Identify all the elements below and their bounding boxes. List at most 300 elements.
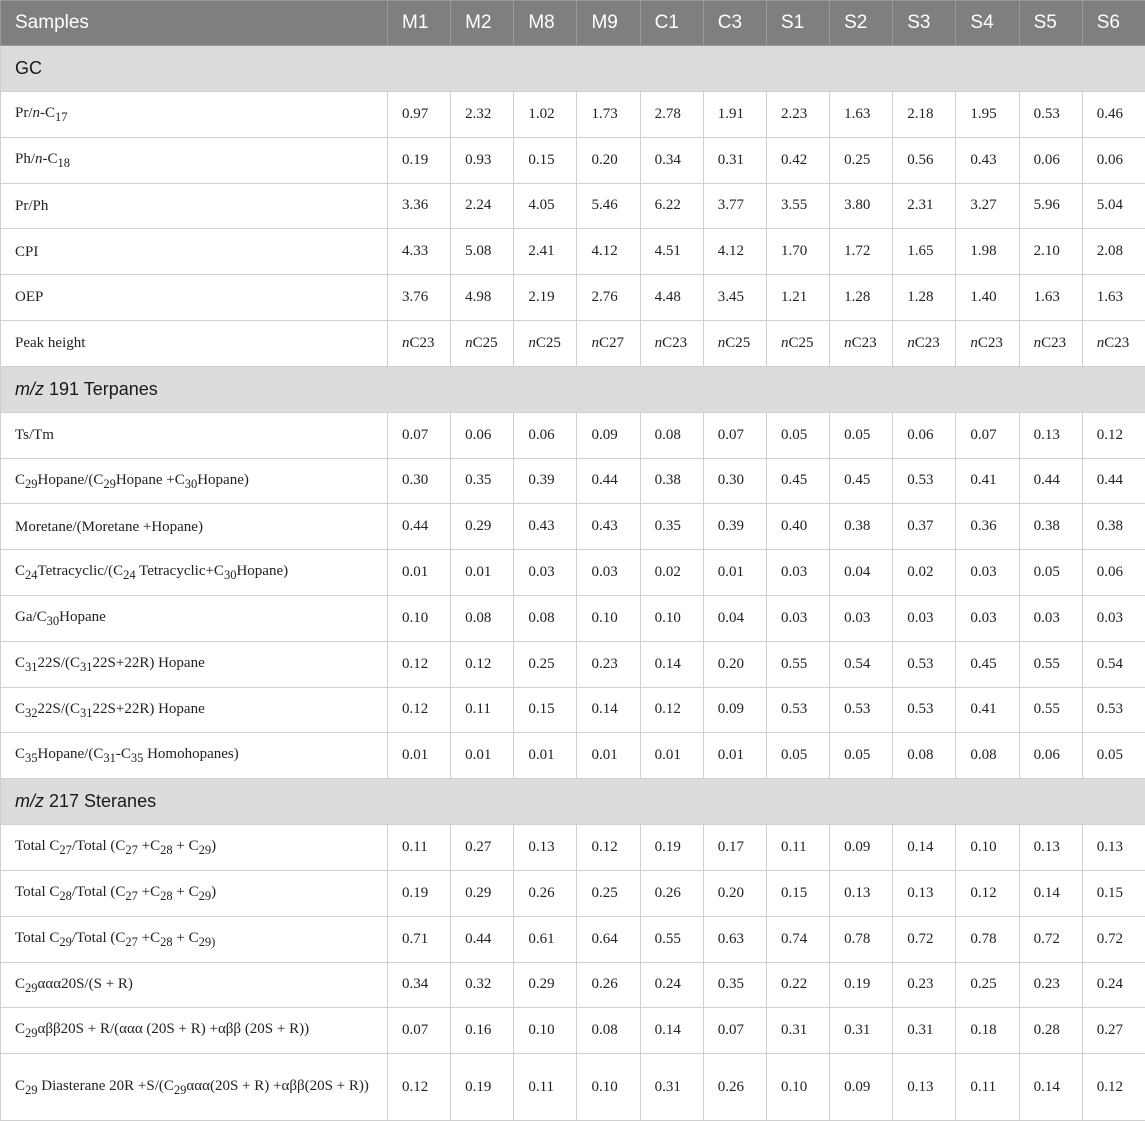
value-cell: 0.43: [956, 137, 1019, 183]
row-label: Moretane/(Moretane +Hopane): [1, 504, 388, 550]
value-cell: 0.53: [766, 687, 829, 733]
row-label: $C_{29}\alpha\beta\beta 20S + R/(\alpha\alpha\alpha$ (20S + R) +αββ (20S + R)): [1, 1008, 388, 1054]
value-cell: 0.12: [956, 870, 1019, 916]
value-cell: 3.55: [766, 183, 829, 229]
value-cell: 0.53: [1019, 92, 1082, 138]
value-cell: 0.26: [577, 962, 640, 1008]
value-cell: 0.38: [1019, 504, 1082, 550]
value-cell: 1.21: [766, 275, 829, 321]
value-cell: 0.31: [893, 1008, 956, 1054]
row-label: Total $C_{28}$/Total $(C_{27} +C_{28} + C_{29})$: [1, 870, 388, 916]
value-cell: 0.18: [956, 1008, 1019, 1054]
value-cell: 4.05: [514, 183, 577, 229]
value-cell: 0.54: [830, 641, 893, 687]
value-cell: 1.28: [830, 275, 893, 321]
column-header-s2: S2: [830, 1, 893, 46]
table-row: [1, 870, 1145, 916]
value-cell: 0.78: [830, 916, 893, 962]
value-cell: 1.91: [703, 92, 766, 138]
value-cell: 0.72: [893, 916, 956, 962]
section-title: m/z 217 Steranes: [1, 779, 1145, 825]
value-cell: 0.08: [577, 1008, 640, 1054]
value-cell: 0.15: [1082, 870, 1145, 916]
value-cell: 0.08: [451, 595, 514, 641]
value-cell: 0.14: [640, 641, 703, 687]
value-cell: 1.63: [1019, 275, 1082, 321]
value-cell: 0.55: [1019, 687, 1082, 733]
value-cell: 0.11: [766, 825, 829, 871]
value-cell: 0.25: [514, 641, 577, 687]
table-row: [1, 275, 1145, 321]
value-cell: nC25: [451, 320, 514, 366]
value-cell: 0.38: [640, 458, 703, 504]
value-cell: 1.28: [893, 275, 956, 321]
value-cell: 0.19: [451, 1054, 514, 1121]
value-cell: 1.65: [893, 229, 956, 275]
value-cell: 0.78: [956, 916, 1019, 962]
value-cell: 0.08: [514, 595, 577, 641]
row-label: Peak height: [1, 320, 388, 366]
value-cell: 0.13: [514, 825, 577, 871]
value-cell: 0.41: [956, 687, 1019, 733]
value-cell: 0.23: [1019, 962, 1082, 1008]
value-cell: 5.96: [1019, 183, 1082, 229]
value-cell: 0.24: [1082, 962, 1145, 1008]
value-cell: 0.03: [956, 595, 1019, 641]
value-cell: 2.23: [766, 92, 829, 138]
value-cell: 0.01: [451, 550, 514, 596]
value-cell: 2.08: [1082, 229, 1145, 275]
value-cell: 0.06: [451, 412, 514, 458]
value-cell: 0.06: [1019, 733, 1082, 779]
value-cell: 0.04: [703, 595, 766, 641]
value-cell: 0.34: [388, 962, 451, 1008]
value-cell: 0.19: [388, 137, 451, 183]
column-header-m8: M8: [514, 1, 577, 46]
value-cell: 0.30: [703, 458, 766, 504]
value-cell: 0.72: [1082, 916, 1145, 962]
value-cell: 0.72: [1019, 916, 1082, 962]
column-header-s4: S4: [956, 1, 1019, 46]
samples-header: Samples: [1, 1, 388, 46]
value-cell: 1.72: [830, 229, 893, 275]
value-cell: 0.97: [388, 92, 451, 138]
value-cell: 0.03: [766, 550, 829, 596]
value-cell: 0.14: [1019, 870, 1082, 916]
value-cell: 0.05: [1082, 733, 1145, 779]
table-row: [1, 916, 1145, 962]
value-cell: 0.12: [640, 687, 703, 733]
value-cell: 3.45: [703, 275, 766, 321]
value-cell: 1.98: [956, 229, 1019, 275]
value-cell: 0.12: [388, 641, 451, 687]
column-header-s6: S6: [1082, 1, 1145, 46]
value-cell: 0.02: [893, 550, 956, 596]
value-cell: 0.64: [577, 916, 640, 962]
value-cell: 0.25: [830, 137, 893, 183]
value-cell: 1.40: [956, 275, 1019, 321]
value-cell: 0.11: [956, 1054, 1019, 1121]
row-label: Total $C_{29}$/Total ($C_{27} +C_{28} + C_{29)}$: [1, 916, 388, 962]
value-cell: 0.24: [640, 962, 703, 1008]
value-cell: 0.01: [388, 733, 451, 779]
value-cell: 6.22: [640, 183, 703, 229]
value-cell: 0.26: [703, 1054, 766, 1121]
value-cell: 0.05: [766, 412, 829, 458]
value-cell: 0.14: [1019, 1054, 1082, 1121]
row-label: $C_{29}\alpha\alpha\alpha 20S/(S + R)$: [1, 962, 388, 1008]
value-cell: 5.04: [1082, 183, 1145, 229]
value-cell: 0.38: [1082, 504, 1145, 550]
table-row: [1, 137, 1145, 183]
header-row: [1, 1, 1145, 46]
row-label: $C_{32}22S/(C_{31}22S+22R)$ Hopane: [1, 687, 388, 733]
row-label: $C_{31}22S/(C_{31}22S+22R)$ Hopane: [1, 641, 388, 687]
value-cell: 2.41: [514, 229, 577, 275]
value-cell: 0.10: [766, 1054, 829, 1121]
value-cell: 0.31: [640, 1054, 703, 1121]
value-cell: 3.36: [388, 183, 451, 229]
row-label: $C_{35}Hopane/(C_{31}-C_{35}$ Homohopanes): [1, 733, 388, 779]
value-cell: 2.10: [1019, 229, 1082, 275]
value-cell: 0.31: [703, 137, 766, 183]
table-row: [1, 504, 1145, 550]
row-label: $C_{24}Tetracyclic/(C_{24}$ $Tetracyclic+C_{30}Hopane$): [1, 550, 388, 596]
value-cell: 0.03: [766, 595, 829, 641]
value-cell: 0.63: [703, 916, 766, 962]
value-cell: 0.13: [893, 870, 956, 916]
row-label: $C_{29}Hopane/(C_{29}Hopane$ $+C_{30}Hopane$): [1, 458, 388, 504]
value-cell: 0.27: [1082, 1008, 1145, 1054]
value-cell: 0.42: [766, 137, 829, 183]
value-cell: nC23: [893, 320, 956, 366]
value-cell: 1.63: [830, 92, 893, 138]
value-cell: 0.11: [514, 1054, 577, 1121]
value-cell: 0.10: [577, 595, 640, 641]
section-row: [1, 779, 1145, 825]
value-cell: 0.44: [1082, 458, 1145, 504]
value-cell: 1.73: [577, 92, 640, 138]
table-row: [1, 687, 1145, 733]
value-cell: 1.70: [766, 229, 829, 275]
table-row: [1, 962, 1145, 1008]
value-cell: 0.01: [451, 733, 514, 779]
value-cell: 0.28: [1019, 1008, 1082, 1054]
value-cell: 0.15: [514, 687, 577, 733]
value-cell: 0.55: [1019, 641, 1082, 687]
value-cell: 0.06: [514, 412, 577, 458]
value-cell: 3.77: [703, 183, 766, 229]
value-cell: 0.53: [1082, 687, 1145, 733]
value-cell: 0.31: [830, 1008, 893, 1054]
value-cell: 0.07: [956, 412, 1019, 458]
value-cell: 0.13: [1019, 825, 1082, 871]
value-cell: 0.17: [703, 825, 766, 871]
value-cell: nC23: [388, 320, 451, 366]
value-cell: 0.27: [451, 825, 514, 871]
row-label: Pr/Ph: [1, 183, 388, 229]
value-cell: nC23: [1019, 320, 1082, 366]
value-cell: 2.32: [451, 92, 514, 138]
value-cell: 0.15: [766, 870, 829, 916]
value-cell: nC23: [956, 320, 1019, 366]
value-cell: 0.05: [766, 733, 829, 779]
value-cell: 0.35: [703, 962, 766, 1008]
value-cell: 0.23: [893, 962, 956, 1008]
value-cell: 0.15: [514, 137, 577, 183]
value-cell: 0.54: [1082, 641, 1145, 687]
table-row: [1, 733, 1145, 779]
value-cell: 0.30: [388, 458, 451, 504]
value-cell: 0.43: [577, 504, 640, 550]
value-cell: 0.16: [451, 1008, 514, 1054]
row-label: CPI: [1, 229, 388, 275]
value-cell: 0.06: [1082, 550, 1145, 596]
value-cell: nC27: [577, 320, 640, 366]
value-cell: 0.13: [1082, 825, 1145, 871]
value-cell: 5.46: [577, 183, 640, 229]
value-cell: 4.98: [451, 275, 514, 321]
value-cell: 0.03: [1019, 595, 1082, 641]
value-cell: 0.71: [388, 916, 451, 962]
value-cell: 0.45: [956, 641, 1019, 687]
column-header-c1: C1: [640, 1, 703, 46]
value-cell: 0.03: [1082, 595, 1145, 641]
value-cell: 0.53: [893, 458, 956, 504]
value-cell: nC23: [640, 320, 703, 366]
value-cell: 2.76: [577, 275, 640, 321]
value-cell: 0.14: [640, 1008, 703, 1054]
row-label: Ts/Tm: [1, 412, 388, 458]
value-cell: 0.09: [830, 1054, 893, 1121]
value-cell: 0.44: [577, 458, 640, 504]
value-cell: 0.11: [451, 687, 514, 733]
value-cell: 0.10: [956, 825, 1019, 871]
value-cell: 0.01: [388, 550, 451, 596]
value-cell: 0.38: [830, 504, 893, 550]
value-cell: 0.23: [577, 641, 640, 687]
value-cell: 0.01: [514, 733, 577, 779]
value-cell: 0.22: [766, 962, 829, 1008]
value-cell: 0.07: [703, 1008, 766, 1054]
table-row: [1, 550, 1145, 596]
value-cell: 0.06: [1082, 137, 1145, 183]
value-cell: 0.29: [451, 870, 514, 916]
value-cell: 0.25: [577, 870, 640, 916]
value-cell: 0.14: [893, 825, 956, 871]
table-row: [1, 595, 1145, 641]
value-cell: 0.12: [1082, 412, 1145, 458]
value-cell: 2.78: [640, 92, 703, 138]
value-cell: 0.05: [830, 733, 893, 779]
value-cell: 0.43: [514, 504, 577, 550]
column-header-m1: M1: [388, 1, 451, 46]
value-cell: 3.27: [956, 183, 1019, 229]
section-title: GC: [1, 46, 1145, 92]
value-cell: 0.25: [956, 962, 1019, 1008]
value-cell: nC25: [514, 320, 577, 366]
row-label: $Pr/n-C_{17}$: [1, 92, 388, 138]
column-header-s5: S5: [1019, 1, 1082, 46]
value-cell: nC23: [1082, 320, 1145, 366]
value-cell: 0.03: [893, 595, 956, 641]
value-cell: 0.61: [514, 916, 577, 962]
value-cell: 0.45: [830, 458, 893, 504]
table-row: [1, 229, 1145, 275]
value-cell: 0.05: [830, 412, 893, 458]
value-cell: 0.03: [956, 550, 1019, 596]
value-cell: 0.44: [1019, 458, 1082, 504]
row-label: $C_{29}$ Diasterane $20R +S/(C_{29}\alpha\alpha\alpha(20S + R) +\alpha\beta\beta(20S + R))$: [1, 1054, 388, 1121]
value-cell: 0.53: [893, 687, 956, 733]
value-cell: 0.03: [577, 550, 640, 596]
value-cell: 0.02: [640, 550, 703, 596]
value-cell: 0.01: [577, 733, 640, 779]
value-cell: 0.08: [956, 733, 1019, 779]
value-cell: 0.29: [451, 504, 514, 550]
value-cell: 0.20: [577, 137, 640, 183]
value-cell: 0.14: [577, 687, 640, 733]
value-cell: 0.29: [514, 962, 577, 1008]
value-cell: 0.93: [451, 137, 514, 183]
value-cell: 0.03: [830, 595, 893, 641]
value-cell: 5.08: [451, 229, 514, 275]
value-cell: 0.55: [640, 916, 703, 962]
value-cell: nC23: [830, 320, 893, 366]
value-cell: 0.06: [1019, 137, 1082, 183]
value-cell: 0.32: [451, 962, 514, 1008]
table-row: [1, 825, 1145, 871]
value-cell: 0.10: [640, 595, 703, 641]
value-cell: 4.12: [703, 229, 766, 275]
table-body: [1, 46, 1145, 1121]
value-cell: 0.13: [1019, 412, 1082, 458]
table-row: [1, 641, 1145, 687]
value-cell: 4.51: [640, 229, 703, 275]
table-row: [1, 183, 1145, 229]
value-cell: 0.12: [451, 641, 514, 687]
value-cell: 0.09: [577, 412, 640, 458]
value-cell: 0.35: [640, 504, 703, 550]
value-cell: 1.95: [956, 92, 1019, 138]
value-cell: 0.12: [388, 687, 451, 733]
table-row: [1, 458, 1145, 504]
value-cell: 0.20: [703, 870, 766, 916]
value-cell: 0.01: [640, 733, 703, 779]
value-cell: 0.20: [703, 641, 766, 687]
table-row: [1, 320, 1145, 366]
value-cell: 0.41: [956, 458, 1019, 504]
value-cell: 0.01: [703, 733, 766, 779]
value-cell: 0.19: [388, 870, 451, 916]
column-header-s3: S3: [893, 1, 956, 46]
value-cell: 0.06: [893, 412, 956, 458]
column-header-s1: S1: [766, 1, 829, 46]
value-cell: 0.01: [703, 550, 766, 596]
section-row: [1, 46, 1145, 92]
value-cell: 0.40: [766, 504, 829, 550]
value-cell: 0.74: [766, 916, 829, 962]
value-cell: 0.07: [703, 412, 766, 458]
value-cell: 0.19: [830, 962, 893, 1008]
column-header-m9: M9: [577, 1, 640, 46]
row-label: $Ga/C_{30}Hopane$: [1, 595, 388, 641]
value-cell: 0.07: [388, 1008, 451, 1054]
section-row: [1, 366, 1145, 412]
value-cell: 3.80: [830, 183, 893, 229]
value-cell: 0.12: [1082, 1054, 1145, 1121]
value-cell: 0.44: [451, 916, 514, 962]
value-cell: 0.03: [514, 550, 577, 596]
table-row: [1, 412, 1145, 458]
value-cell: 0.11: [388, 825, 451, 871]
column-header-c3: C3: [703, 1, 766, 46]
value-cell: 0.35: [451, 458, 514, 504]
value-cell: 2.24: [451, 183, 514, 229]
value-cell: 0.13: [830, 870, 893, 916]
value-cell: 1.02: [514, 92, 577, 138]
row-label: $Ph/n-C_{18}$: [1, 137, 388, 183]
table-row: [1, 1008, 1145, 1054]
value-cell: 4.33: [388, 229, 451, 275]
column-header-m2: M2: [451, 1, 514, 46]
value-cell: 0.08: [640, 412, 703, 458]
value-cell: 0.12: [388, 1054, 451, 1121]
value-cell: 0.34: [640, 137, 703, 183]
value-cell: 0.08: [893, 733, 956, 779]
value-cell: 0.31: [766, 1008, 829, 1054]
value-cell: 2.19: [514, 275, 577, 321]
value-cell: 2.18: [893, 92, 956, 138]
value-cell: 4.12: [577, 229, 640, 275]
value-cell: 0.45: [766, 458, 829, 504]
value-cell: 0.53: [893, 641, 956, 687]
value-cell: 0.36: [956, 504, 1019, 550]
table-row: [1, 1054, 1145, 1121]
value-cell: 4.48: [640, 275, 703, 321]
value-cell: 0.07: [388, 412, 451, 458]
value-cell: 0.56: [893, 137, 956, 183]
value-cell: 0.10: [514, 1008, 577, 1054]
value-cell: nC25: [766, 320, 829, 366]
value-cell: 0.12: [577, 825, 640, 871]
value-cell: 0.55: [766, 641, 829, 687]
value-cell: 0.46: [1082, 92, 1145, 138]
value-cell: 0.26: [640, 870, 703, 916]
table-row: [1, 92, 1145, 138]
row-label: Total $C_{27}$/Total $(C_{27} +C_{28} + C_{29})$: [1, 825, 388, 871]
value-cell: 0.37: [893, 504, 956, 550]
value-cell: 0.04: [830, 550, 893, 596]
value-cell: 0.10: [577, 1054, 640, 1121]
value-cell: 0.19: [640, 825, 703, 871]
value-cell: 0.10: [388, 595, 451, 641]
value-cell: 0.05: [1019, 550, 1082, 596]
value-cell: 3.76: [388, 275, 451, 321]
value-cell: nC25: [703, 320, 766, 366]
value-cell: 0.39: [514, 458, 577, 504]
row-label: OEP: [1, 275, 388, 321]
value-cell: 0.13: [893, 1054, 956, 1121]
value-cell: 2.31: [893, 183, 956, 229]
value-cell: 0.09: [830, 825, 893, 871]
value-cell: 1.63: [1082, 275, 1145, 321]
value-cell: 0.44: [388, 504, 451, 550]
section-title: m/z 191 Terpanes: [1, 366, 1145, 412]
value-cell: 0.39: [703, 504, 766, 550]
value-cell: 0.53: [830, 687, 893, 733]
value-cell: 0.26: [514, 870, 577, 916]
